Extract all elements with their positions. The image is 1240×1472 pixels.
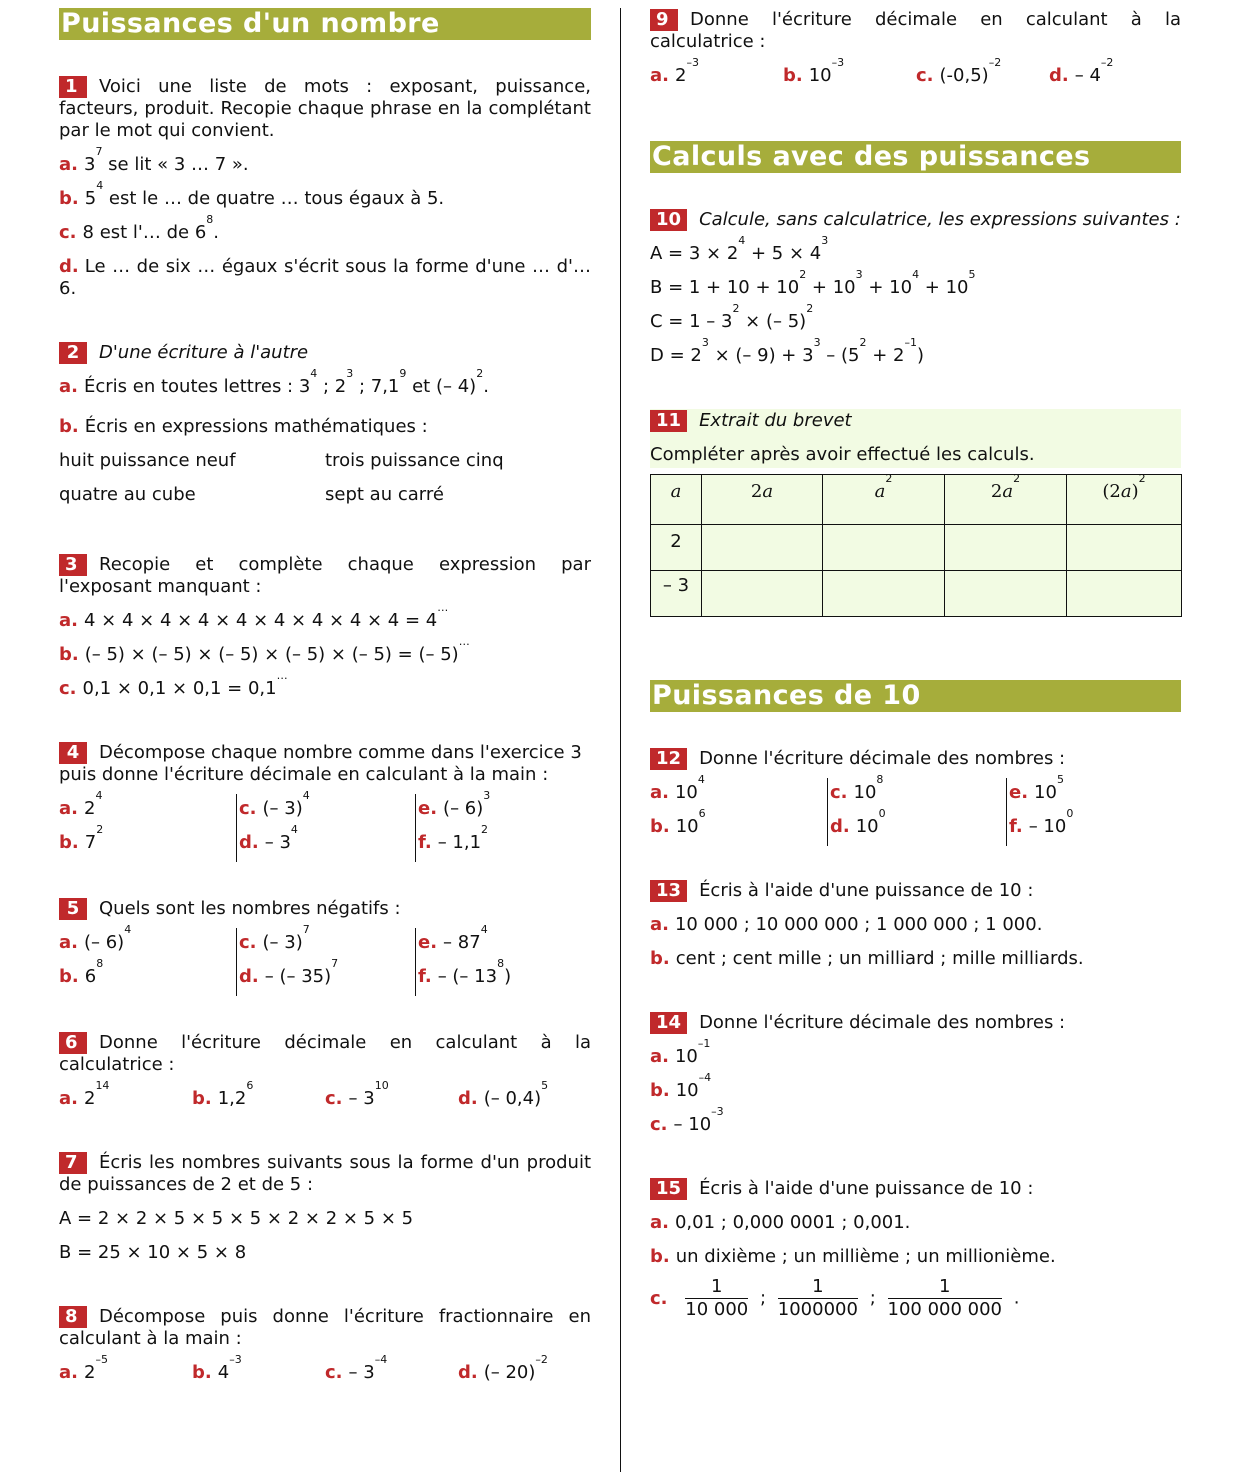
exercise-11 <box>650 409 1181 617</box>
exercise-1 <box>59 76 591 300</box>
exercise-number: 8 <box>59 1306 87 1328</box>
table-cell <box>702 571 823 617</box>
exercise-number: 13 <box>650 880 687 902</box>
exercise-15 <box>650 1178 1181 1321</box>
exercise-14-statement: 14 Donne l'écriture décimale des nombres : <box>650 1012 1181 1034</box>
exercise-10-expression-b: $B = 1 + 10 + 10^2 + 10^3 + 10^4 + 10^5$ <box>650 268 976 298</box>
expression-text: sept au carré <box>325 484 444 505</box>
exercise-9-item-b: b. $10^{-3}$ <box>783 56 845 86</box>
exercise-6-item-d: d. (– 0,4)$^5$ <box>458 1079 549 1109</box>
exercise-4-item-d: d. – $3^4$ <box>236 828 415 862</box>
exercise-4-item-f: f. – $1,1^2$ <box>415 828 488 862</box>
exercise-10 <box>650 209 1181 367</box>
exercise-11-table <box>650 474 1182 617</box>
exercise-8-item-a: a. $2^{-5}$ <box>59 1353 108 1383</box>
exercise-8 <box>59 1306 591 1384</box>
exercise-15-statement: 15 Écris à l'aide d'une puissance de 10 : <box>650 1178 1181 1200</box>
exercise-7 <box>59 1152 591 1264</box>
exercise-12-item-e: e. $10^5$ <box>1006 778 1064 812</box>
exercise-9-statement: 9 Donne l'écriture décimale en calculant à la calculatrice : <box>650 9 1181 52</box>
exercise-1-statement <box>59 76 591 142</box>
exercise-5-item-b: b. $6^8$ <box>59 957 104 987</box>
exercise-4-item-e: e. (– 6)$^3$ <box>415 794 490 828</box>
exercise-5-item-a: a. (– 6)$^4$ <box>59 923 132 953</box>
exercise-12-item-d: d. $10^0$ <box>827 812 1006 846</box>
exercise-10-expression-c: $C = 1 - 3^2$ × (– 5)$^2$ <box>650 302 814 332</box>
exercise-6-item-c: c. – $3^{10}$ <box>325 1079 389 1109</box>
expression-text: huit puissance neuf <box>59 450 236 471</box>
exercise-title: Extrait du brevet <box>699 410 852 431</box>
exercise-1-item-a: a. $3^7$ se lit « 3 … 7 ». <box>59 145 249 175</box>
section-title-puissances-10: Puissances de 10 <box>650 680 1181 712</box>
table-cell <box>1067 571 1182 617</box>
section-title-puissances-nombre: Puissances d'un nombre <box>59 8 591 40</box>
exercise-6-item-a: a. $2^{14}$ <box>59 1079 110 1109</box>
exercise-2-item-b: b. Écris en expressions mathématiques : <box>59 416 428 437</box>
exercise-4-item-c: c. (– 3)$^4$ <box>236 794 415 828</box>
exercise-text: Voici une liste de mots : exposant, puissance, facteurs, produit. Recopie chaque phrase en la complétant par le mot qui convient. <box>59 76 591 141</box>
exercise-5-statement: 5 Quels sont les nombres négatifs : <box>59 898 591 920</box>
table-header: $2a^2$ <box>945 475 1067 525</box>
table-header: 2a <box>702 475 823 525</box>
exercise-text: Compléter après avoir effectué les calculs. <box>650 444 1035 465</box>
exercise-12-item-b: b. $10^6$ <box>650 807 706 837</box>
exercise-10-statement: 10 Calcule, sans calculatrice, les expressions suivantes : <box>650 209 1181 231</box>
exercise-number: 4 <box>59 742 87 764</box>
table-header: $(2a)^2$ <box>1067 475 1182 525</box>
exercise-14-item-b: b. $10^{-4}$ <box>650 1071 712 1101</box>
exercise-2-item-a: a. Écris en toutes lettres : $3^4$ ; $2^3$ ; $7,1^9$ et (– 4)$^2$. <box>59 367 489 397</box>
exercise-8-item-d: d. (– 20)$^{-2}$ <box>458 1353 548 1383</box>
exercise-12 <box>650 748 1181 838</box>
exercise-5 <box>59 898 591 988</box>
exercise-3-item-b: b. (– 5) × (– 5) × (– 5) × (– 5) × (– 5) = (– 5)… <box>59 635 470 665</box>
exercise-number: 9 <box>650 9 678 31</box>
exercise-14-item-a: a. $10^{-1}$ <box>650 1037 711 1067</box>
exercise-7-expression-b: B = 25 × 10 × 5 × 8 <box>59 1242 247 1263</box>
right-column <box>650 0 1181 1321</box>
exercise-6-statement: 6 Donne l'écriture décimale en calculant à la calculatrice : <box>59 1032 591 1075</box>
exercise-9 <box>650 9 1181 87</box>
exercise-14 <box>650 1012 1181 1136</box>
exercise-number: 6 <box>59 1032 87 1054</box>
exercise-5-item-d: d. – (– 35)$^7$ <box>236 962 415 996</box>
table-cell <box>823 571 945 617</box>
table-cell <box>945 525 1067 571</box>
exercise-7-statement: 7 Écris les nombres suivants sous la forme d'un produit de puissances de 2 et de 5 : <box>59 1152 591 1195</box>
exercise-7-expression-a: A = 2 × 2 × 5 × 5 × 5 × 2 × 2 × 5 × 5 <box>59 1208 414 1229</box>
exercise-8-item-b: b. $4^{-3}$ <box>192 1353 242 1383</box>
exercise-6 <box>59 1032 591 1110</box>
exercise-2 <box>59 342 591 506</box>
left-column <box>59 0 591 1384</box>
exercise-15-item-a: a. 0,01 ; 0,000 0001 ; 0,001. <box>650 1212 911 1233</box>
column-divider <box>620 8 621 1472</box>
exercise-14-item-c: c. – $10^{-3}$ <box>650 1105 724 1135</box>
exercise-number: 11 <box>650 410 687 432</box>
exercise-5-item-f: f. – (– $13^8$) <box>415 962 511 996</box>
exercise-2-statement: 2 D'une écriture à l'autre <box>59 342 591 364</box>
exercise-12-item-a: a. $10^4$ <box>650 773 705 803</box>
exercise-13-item-a: a. 10 000 ; 10 000 000 ; 1 000 000 ; 1 000. <box>650 914 1043 935</box>
exercise-3-statement: 3 Recopie et complète chaque expression par l'exposant manquant : <box>59 554 591 597</box>
exercise-1-item-c: c. 8 est l'… de $6^8$. <box>59 213 219 243</box>
exercise-9-item-a: a. $2^{-3}$ <box>650 56 699 86</box>
exercise-number: 15 <box>650 1178 687 1200</box>
exercise-5-item-c: c. (– 3)$^7$ <box>236 928 415 962</box>
exercise-12-statement: 12 Donne l'écriture décimale des nombres : <box>650 748 1181 770</box>
exercise-number: 12 <box>650 748 687 770</box>
table-cell <box>945 571 1067 617</box>
exercise-12-item-c: c. $10^8$ <box>827 778 1006 812</box>
exercise-3-item-c: c. 0,1 × 0,1 × 0,1 = 0,1… <box>59 669 288 699</box>
table-header: $a^2$ <box>823 475 945 525</box>
exercise-5-item-e: e. – $87^4$ <box>415 928 488 962</box>
table-cell <box>702 525 823 571</box>
exercise-3-item-a: a. 4 × 4 × 4 × 4 × 4 × 4 × 4 × 4 × 4 = 4… <box>59 601 449 631</box>
table-cell <box>823 525 945 571</box>
exercise-13-item-b: b. cent ; cent mille ; un milliard ; mille milliards. <box>650 948 1084 969</box>
exercise-15-item-c: c. $\frac{1}{10 000}$ ; $\frac{1}{1000000}$ ; $\frac{1}{100 000 000}$ . <box>650 1276 1020 1320</box>
exercise-15-item-b: b. un dixième ; un millième ; un millionième. <box>650 1246 1056 1267</box>
exercise-8-item-c: c. – $3^{-4}$ <box>325 1353 388 1383</box>
table-header: a <box>651 475 702 525</box>
exercise-number: 10 <box>650 209 687 231</box>
exercise-6-item-b: b. $1,2^6$ <box>192 1079 254 1109</box>
exercise-10-expression-d: $D = 2^3$ × (– $9) + 3^3 - (5^2 + 2^{-1})$ <box>650 336 925 366</box>
exercise-1-item-b: b. $5^4$ est le … de quatre … tous égaux à 5. <box>59 179 445 209</box>
section-title-calculs-puissances: Calculs avec des puissances <box>650 141 1181 173</box>
exercise-number: 2 <box>59 342 87 364</box>
exercise-10-expression-a: $A = 3 \times 2^4 + 5 \times 4^3$ <box>650 234 829 264</box>
exercise-4-item-a: a. $2^4$ <box>59 789 103 819</box>
fraction: $\frac{1}{1000000}$ <box>777 1276 858 1320</box>
exercise-number: 14 <box>650 1012 687 1034</box>
table-cell <box>1067 525 1182 571</box>
exercise-number: 7 <box>59 1152 87 1174</box>
exercise-11-header <box>650 409 1181 468</box>
exercise-3 <box>59 554 591 700</box>
exercise-13-statement: 13 Écris à l'aide d'une puissance de 10 : <box>650 880 1181 902</box>
table-row-label: 2 <box>651 525 702 571</box>
exercise-number: 3 <box>59 554 87 576</box>
exercise-9-item-d: d. – $4^{-2}$ <box>1049 56 1114 86</box>
exercise-12-item-f: f. – $10^0$ <box>1006 812 1073 846</box>
exercise-number: 1 <box>59 76 87 98</box>
exercise-13 <box>650 880 1181 970</box>
exercise-1-item-d: d. Le … de six … égaux s'écrit sous la forme d'une … d'… 6. <box>59 256 591 299</box>
fraction: $\frac{1}{100 000 000}$ <box>887 1276 1003 1320</box>
exercise-9-item-c: c. $(-0,5)^{-2}$ <box>916 56 1002 86</box>
exercise-8-statement: 8 Décompose puis donne l'écriture fractionnaire en calculant à la main : <box>59 1306 591 1349</box>
table-row-label: – 3 <box>651 571 702 617</box>
expression-text: quatre au cube <box>59 484 196 505</box>
expression-text: trois puissance cinq <box>325 450 504 471</box>
exercise-4-statement: 4 Décompose chaque nombre comme dans l'exercice 3 puis donne l'écriture décimale en calculant à la main : <box>59 742 582 785</box>
fraction: $\frac{1}{10 000}$ <box>685 1276 749 1320</box>
exercise-4-item-b: b. $7^2$ <box>59 823 104 853</box>
exercise-4 <box>59 742 591 854</box>
exercise-number: 5 <box>59 898 87 920</box>
